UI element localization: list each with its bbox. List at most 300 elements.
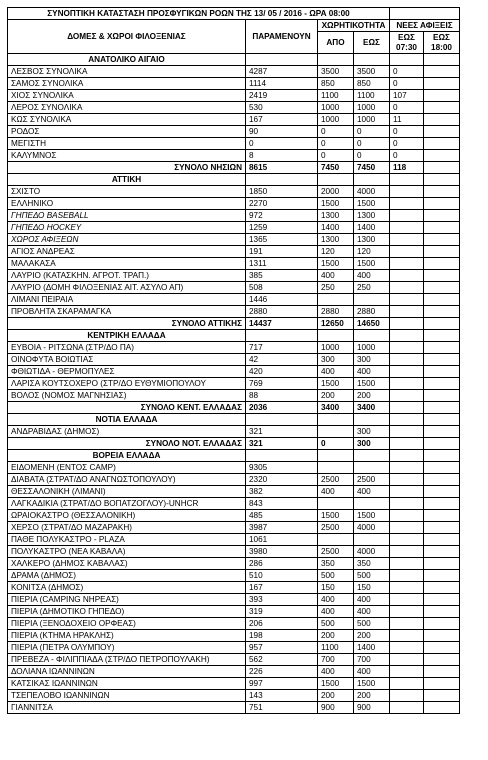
cell-remaining: 206 [246,618,318,630]
empty-cell [390,330,424,342]
total-row [8,162,460,174]
cell-capacity-from: 0 [318,126,354,138]
cell-capacity-from: 200 [318,690,354,702]
cell-capacity-to: 0 [354,138,390,150]
table-row [8,366,460,378]
cell-arrivals-0730 [390,570,424,582]
cell-arrivals-0730 [390,378,424,390]
cell-remaining: 420 [246,366,318,378]
cell-capacity-to: 200 [354,630,390,642]
total-label: ΣΥΝΟΛΟ ΑΤΤΙΚΗΣ [8,318,246,330]
cell-arrivals-1800 [424,666,460,678]
facility-name: ΜΑΛΑΚΑΣΑ [8,258,246,270]
table-row [8,342,460,354]
cell-arrivals-0730 [390,678,424,690]
cell-capacity-from: 1100 [318,642,354,654]
empty-cell [246,174,318,186]
cell-arrivals-1800 [424,630,460,642]
facility-name: ΚΑΛΥΜΝΟΣ [8,150,246,162]
cell-capacity-from: 150 [318,582,354,594]
table-row [8,654,460,666]
cell-arrivals-1800 [424,522,460,534]
cell-remaining: 530 [246,102,318,114]
cell-arrivals-1800 [424,294,460,306]
table-row [8,90,460,102]
facility-name: ΔΡΑΜΑ (ΔΗΜΟΣ) [8,570,246,582]
header-remaining: ΠΑΡΑΜΕΝΟΥΝ [246,20,318,54]
table-row [8,126,460,138]
facility-name: ΑΓΙΟΣ ΑΝΔΡΕΑΣ [8,246,246,258]
facility-name: ΣΧΙΣΤΟ [8,186,246,198]
table-row [8,294,460,306]
total-arrivals-1800 [424,402,460,414]
cell-remaining: 198 [246,630,318,642]
cell-capacity-from: 400 [318,366,354,378]
facility-name: ΠΡΕΒΕΖΑ - ΦΙΛΙΠΠΙΑΔΑ (ΣΤΡ/ΔΟ ΠΕΤΡΟΠΟΥΛΑΚΗ) [8,654,246,666]
total-label: ΣΥΝΟΛΟ ΝΟΤ. ΕΛΛΑΔΑΣ [8,438,246,450]
total-capacity-to: 300 [354,438,390,450]
empty-cell [318,450,354,462]
cell-remaining: 9305 [246,462,318,474]
table-row [8,630,460,642]
facility-name: ΜΕΓΙΣΤΗ [8,138,246,150]
cell-arrivals-1800 [424,150,460,162]
cell-remaining: 167 [246,582,318,594]
cell-capacity-to: 1000 [354,342,390,354]
cell-capacity-from: 2500 [318,546,354,558]
facility-name: ΔΟΛΙΑΝΑ ΙΩΑΝΝΙΝΩΝ [8,666,246,678]
cell-capacity-to: 1000 [354,114,390,126]
cell-arrivals-0730 [390,246,424,258]
cell-capacity-to: 1500 [354,198,390,210]
total-remaining: 321 [246,438,318,450]
cell-arrivals-0730 [390,354,424,366]
cell-arrivals-0730 [390,642,424,654]
table-row [8,378,460,390]
empty-cell [354,174,390,186]
table-row [8,486,460,498]
cell-arrivals-1800 [424,486,460,498]
facility-name: ΛΙΜΑΝΙ ΠΕΙΡΑΙΑ [8,294,246,306]
empty-cell [354,330,390,342]
facility-name: ΦΘΙΩΤΙΔΑ - ΘΕΡΜΟΠΥΛΕΣ [8,366,246,378]
facility-name: ΚΩΣ ΣΥΝΟΛΙΚΑ [8,114,246,126]
cell-arrivals-1800 [424,498,460,510]
cell-arrivals-0730 [390,390,424,402]
facility-name: ΠΟΛΥΚΑΣΤΡΟ (ΝΕΑ ΚΑΒΑΛΑ) [8,546,246,558]
cell-capacity-to: 1500 [354,678,390,690]
region-name: ΚΕΝΤΡΙΚΗ ΕΛΛΑΔΑ [8,330,246,342]
cell-arrivals-0730 [390,234,424,246]
cell-remaining: 42 [246,354,318,366]
cell-remaining: 1259 [246,222,318,234]
cell-arrivals-0730: 0 [390,138,424,150]
cell-arrivals-1800 [424,342,460,354]
cell-capacity-from: 2500 [318,522,354,534]
cell-arrivals-0730 [390,198,424,210]
total-arrivals-0730 [390,438,424,450]
cell-arrivals-1800 [424,390,460,402]
table-row [8,246,460,258]
title-spacer [390,8,460,20]
cell-capacity-to: 200 [354,390,390,402]
cell-arrivals-0730 [390,582,424,594]
cell-remaining: 1061 [246,534,318,546]
cell-capacity-to: 300 [354,354,390,366]
cell-capacity-to: 1100 [354,90,390,102]
cell-capacity-from: 1500 [318,258,354,270]
cell-arrivals-1800 [424,282,460,294]
total-row [8,402,460,414]
cell-arrivals-1800 [424,186,460,198]
table-row [8,606,460,618]
cell-capacity-to: 400 [354,486,390,498]
cell-remaining: 393 [246,594,318,606]
cell-arrivals-1800 [424,102,460,114]
cell-arrivals-0730 [390,690,424,702]
facility-name: ΟΙΝΟΦΥΤΑ ΒΟΙΩΤΙΑΣ [8,354,246,366]
cell-arrivals-1800 [424,78,460,90]
table-row [8,138,460,150]
header-capacity-to: ΕΩΣ [354,32,390,54]
facility-name: ΠΙΕΡΙΑ (ΔΗΜΟΤΙΚΟ ΓΗΠΕΔΟ) [8,606,246,618]
table-row [8,558,460,570]
cell-arrivals-1800 [424,570,460,582]
cell-capacity-from: 400 [318,486,354,498]
cell-remaining: 319 [246,606,318,618]
cell-remaining: 997 [246,678,318,690]
table-row [8,642,460,654]
cell-arrivals-0730 [390,294,424,306]
table-row [8,198,460,210]
cell-arrivals-0730: 0 [390,102,424,114]
cell-remaining: 143 [246,690,318,702]
cell-arrivals-0730: 0 [390,78,424,90]
cell-capacity-to [354,294,390,306]
empty-cell [354,414,390,426]
total-arrivals-1800 [424,318,460,330]
table-row [8,222,460,234]
cell-capacity-to: 3500 [354,66,390,78]
cell-arrivals-1800 [424,270,460,282]
facility-name: ΔΙΑΒΑΤΑ (ΣΤΡΑΤ/ΔΟ ΑΝΑΓΝΩΣΤΟΠΟΥΛΟΥ) [8,474,246,486]
cell-arrivals-0730: 0 [390,150,424,162]
cell-arrivals-0730 [390,534,424,546]
cell-remaining: 1446 [246,294,318,306]
cell-arrivals-1800 [424,354,460,366]
table-row [8,522,460,534]
header-arrivals-0730: ΕΩΣ 07:30 [390,32,424,54]
table-row [8,510,460,522]
cell-capacity-to: 1500 [354,510,390,522]
facility-name: ΠΙΕΡΙΑ (CAMPING ΝΗΡΕΑΣ) [8,594,246,606]
table-row [8,690,460,702]
facility-name: ΑΝΔΡΑΒΙΔΑΣ (ΔΗΜΟΣ) [8,426,246,438]
header-row-1 [8,20,460,32]
cell-capacity-to: 2880 [354,306,390,318]
cell-arrivals-0730 [390,522,424,534]
total-capacity-to: 14650 [354,318,390,330]
cell-remaining: 1365 [246,234,318,246]
cell-capacity-from: 200 [318,630,354,642]
total-capacity-from: 12650 [318,318,354,330]
empty-cell [390,174,424,186]
cell-capacity-to: 150 [354,582,390,594]
total-row [8,438,460,450]
total-label: ΣΥΝΟΛΟ ΝΗΣΙΩΝ [8,162,246,174]
facility-name: ΛΕΡΟΣ ΣΥΝΟΛΙΚΑ [8,102,246,114]
facility-name: ΩΡΑΙΟΚΑΣΤΡΟ (ΘΕΣΣΑΛΟΝΙΚΗ) [8,510,246,522]
total-arrivals-1800 [424,438,460,450]
cell-remaining: 286 [246,558,318,570]
cell-remaining: 1114 [246,78,318,90]
cell-arrivals-1800 [424,138,460,150]
cell-capacity-from: 400 [318,594,354,606]
total-remaining: 2036 [246,402,318,414]
cell-remaining: 957 [246,642,318,654]
facility-name: ΕΛΛΗΝΙΚΟ [8,198,246,210]
region-header-row [8,450,460,462]
cell-capacity-to: 4000 [354,186,390,198]
cell-capacity-to: 2500 [354,474,390,486]
table-row [8,702,460,714]
cell-capacity-from: 500 [318,570,354,582]
cell-capacity-to: 120 [354,246,390,258]
cell-arrivals-0730 [390,666,424,678]
table-row [8,234,460,246]
facility-name: ΚΑΤΣΙΚΑΣ ΙΩΑΝΝΙΝΩΝ [8,678,246,690]
cell-remaining: 843 [246,498,318,510]
cell-remaining: 510 [246,570,318,582]
table-row [8,102,460,114]
cell-arrivals-0730 [390,426,424,438]
cell-capacity-to: 850 [354,78,390,90]
cell-arrivals-0730: 0 [390,66,424,78]
cell-arrivals-1800 [424,114,460,126]
cell-capacity-from: 350 [318,558,354,570]
table-row [8,474,460,486]
cell-arrivals-1800 [424,474,460,486]
region-header-row [8,54,460,66]
cell-arrivals-1800 [424,642,460,654]
table-row [8,354,460,366]
total-capacity-to: 7450 [354,162,390,174]
facility-name: ΧΑΛΚΕΡΟ (ΔΗΜΟΣ ΚΑΒΑΛΑΣ) [8,558,246,570]
title-row [8,8,460,20]
cell-capacity-from [318,498,354,510]
cell-remaining: 972 [246,210,318,222]
cell-arrivals-0730: 0 [390,126,424,138]
cell-arrivals-0730 [390,366,424,378]
cell-capacity-from: 200 [318,390,354,402]
cell-capacity-to: 500 [354,618,390,630]
cell-arrivals-1800 [424,222,460,234]
cell-arrivals-1800 [424,510,460,522]
cell-capacity-from: 1000 [318,102,354,114]
facility-name: ΠΑΘΕ ΠΟΛΥΚΑΣΤΡΟ - PLAZA [8,534,246,546]
cell-remaining: 2320 [246,474,318,486]
cell-capacity-from: 400 [318,666,354,678]
total-capacity-from: 0 [318,438,354,450]
cell-capacity-to: 300 [354,426,390,438]
facility-name: ΕΥΒΟΙΑ - ΡΙΤΣΩΝΑ (ΣΤΡ/ΔΟ ΠΑ) [8,342,246,354]
empty-cell [424,174,460,186]
total-remaining: 8615 [246,162,318,174]
table-row [8,570,460,582]
cell-arrivals-1800 [424,306,460,318]
region-name: ΑΝΑΤΟΛΙΚΟ ΑΙΓΑΙΟ [8,54,246,66]
empty-cell [390,414,424,426]
cell-arrivals-1800 [424,702,460,714]
cell-capacity-from: 1300 [318,234,354,246]
cell-arrivals-1800 [424,378,460,390]
cell-remaining: 2880 [246,306,318,318]
cell-capacity-to: 250 [354,282,390,294]
total-remaining: 14437 [246,318,318,330]
region-name: ΝΟΤΙΑ ΕΛΛΑΔΑ [8,414,246,426]
table-row [8,618,460,630]
cell-capacity-to: 400 [354,594,390,606]
table-row [8,534,460,546]
cell-arrivals-1800 [424,258,460,270]
cell-arrivals-0730 [390,702,424,714]
cell-capacity-from: 1300 [318,210,354,222]
total-arrivals-0730: 118 [390,162,424,174]
cell-remaining: 1850 [246,186,318,198]
table-row [8,546,460,558]
cell-capacity-to: 1500 [354,378,390,390]
cell-arrivals-1800 [424,210,460,222]
cell-capacity-from: 1500 [318,198,354,210]
total-capacity-to: 3400 [354,402,390,414]
cell-capacity-from: 900 [318,702,354,714]
empty-cell [390,54,424,66]
cell-arrivals-0730 [390,186,424,198]
header-arrivals-1800: ΕΩΣ 18:00 [424,32,460,54]
cell-arrivals-1800 [424,366,460,378]
empty-cell [246,330,318,342]
cell-arrivals-0730 [390,282,424,294]
empty-cell [424,414,460,426]
cell-remaining: 167 [246,114,318,126]
cell-arrivals-0730 [390,342,424,354]
facility-name: ΠΙΕΡΙΑ (ΠΕΤΡΑ ΟΛΥΜΠΟΥ) [8,642,246,654]
total-capacity-from: 3400 [318,402,354,414]
cell-capacity-to: 350 [354,558,390,570]
cell-capacity-to [354,498,390,510]
cell-remaining: 226 [246,666,318,678]
cell-capacity-from: 2880 [318,306,354,318]
cell-arrivals-1800 [424,90,460,102]
facility-name: ΠΡΟΒΛΗΤΑ ΣΚΑΡΑΜΑΓΚΑ [8,306,246,318]
cell-capacity-to: 1000 [354,102,390,114]
total-arrivals-1800 [424,162,460,174]
cell-arrivals-1800 [424,558,460,570]
cell-arrivals-0730 [390,654,424,666]
cell-capacity-to: 0 [354,126,390,138]
table-row [8,582,460,594]
cell-remaining: 562 [246,654,318,666]
total-row [8,318,460,330]
facility-name: ΛΑΡΙΣΑ ΚΟΥΤΣΟΧΕΡΟ (ΣΤΡ/ΔΟ ΕΥΘΥΜΙΟΠΟΥΛΟΥ [8,378,246,390]
cell-arrivals-1800 [424,678,460,690]
facility-name: ΛΑΥΡΙΟ (ΚΑΤΑΣΚΗΝ. ΑΓΡΟΤ. ΤΡΑΠ.) [8,270,246,282]
cell-arrivals-0730 [390,210,424,222]
header-capacity: ΧΩΡΗΤΙΚΟΤΗΤΑ [318,20,390,32]
facility-name: ΧΩΡΟΣ ΑΦΙΞΕΩΝ [8,234,246,246]
facility-name: ΓΙΑΝΝΙΤΣΑ [8,702,246,714]
cell-capacity-from: 2500 [318,474,354,486]
cell-capacity-to: 0 [354,150,390,162]
cell-arrivals-1800 [424,198,460,210]
table-row [8,150,460,162]
cell-arrivals-0730 [390,474,424,486]
cell-capacity-from: 120 [318,246,354,258]
cell-arrivals-1800 [424,546,460,558]
cell-capacity-from [318,294,354,306]
total-label: ΣΥΝΟΛΟ ΚΕΝΤ. ΕΛΛΑΔΑΣ [8,402,246,414]
cell-capacity-from: 1000 [318,342,354,354]
cell-capacity-to [354,534,390,546]
total-arrivals-0730 [390,402,424,414]
empty-cell [424,54,460,66]
cell-remaining: 88 [246,390,318,402]
cell-remaining: 0 [246,138,318,150]
table-row [8,186,460,198]
total-arrivals-0730 [390,318,424,330]
facility-name: ΒΟΛΟΣ (ΝΟΜΟΣ ΜΑΓΝΗΣΙΑΣ) [8,390,246,402]
facility-name: ΛΑΥΡΙΟ (ΔΟΜΗ ΦΙΛΟΞΕΝΙΑΣ ΑΙΤ. ΑΣΥΛΟ ΑΠ) [8,282,246,294]
facility-name: ΡΟΔΟΣ [8,126,246,138]
facility-name: ΕΙΔΟΜΕΝΗ (ΕΝΤΟΣ CAMP) [8,462,246,474]
region-name: ΑΤΤΙΚΗ [8,174,246,186]
cell-arrivals-1800 [424,66,460,78]
header-place: ΔΟΜΕΣ & ΧΩΡΟΙ ΦΙΛΟΞΕΝΙΑΣ [8,20,246,54]
cell-capacity-from: 850 [318,78,354,90]
cell-arrivals-1800 [424,126,460,138]
cell-capacity-from: 300 [318,354,354,366]
cell-arrivals-0730: 107 [390,90,424,102]
cell-capacity-to: 900 [354,702,390,714]
cell-arrivals-1800 [424,246,460,258]
facility-name: ΠΙΕΡΙΑ (ΚΤΗΜΑ ΗΡΑΚΛΗΣ) [8,630,246,642]
empty-cell [318,174,354,186]
cell-capacity-from: 2000 [318,186,354,198]
facility-name: ΧΕΡΣΟ (ΣΤΡΑΤ/ΔΟ ΜΑΖΑΡΑΚΗ) [8,522,246,534]
cell-arrivals-0730 [390,606,424,618]
cell-capacity-from [318,534,354,546]
cell-capacity-from: 400 [318,606,354,618]
cell-arrivals-1800 [424,618,460,630]
facility-name: ΘΕΣΣΑΛΟΝΙΚΗ (ΛΙΜΑΝΙ) [8,486,246,498]
cell-capacity-from: 3500 [318,66,354,78]
cell-capacity-from: 1100 [318,90,354,102]
table-row [8,306,460,318]
cell-capacity-from [318,462,354,474]
region-name: ΒΟΡΕΙΑ ΕΛΛΑΔΑ [8,450,246,462]
table-row [8,66,460,78]
cell-arrivals-0730 [390,558,424,570]
cell-capacity-from: 1400 [318,222,354,234]
cell-arrivals-0730 [390,618,424,630]
cell-arrivals-0730 [390,270,424,282]
empty-cell [246,450,318,462]
cell-remaining: 90 [246,126,318,138]
table-row [8,462,460,474]
cell-arrivals-1800 [424,690,460,702]
cell-remaining: 3980 [246,546,318,558]
cell-capacity-to [354,462,390,474]
